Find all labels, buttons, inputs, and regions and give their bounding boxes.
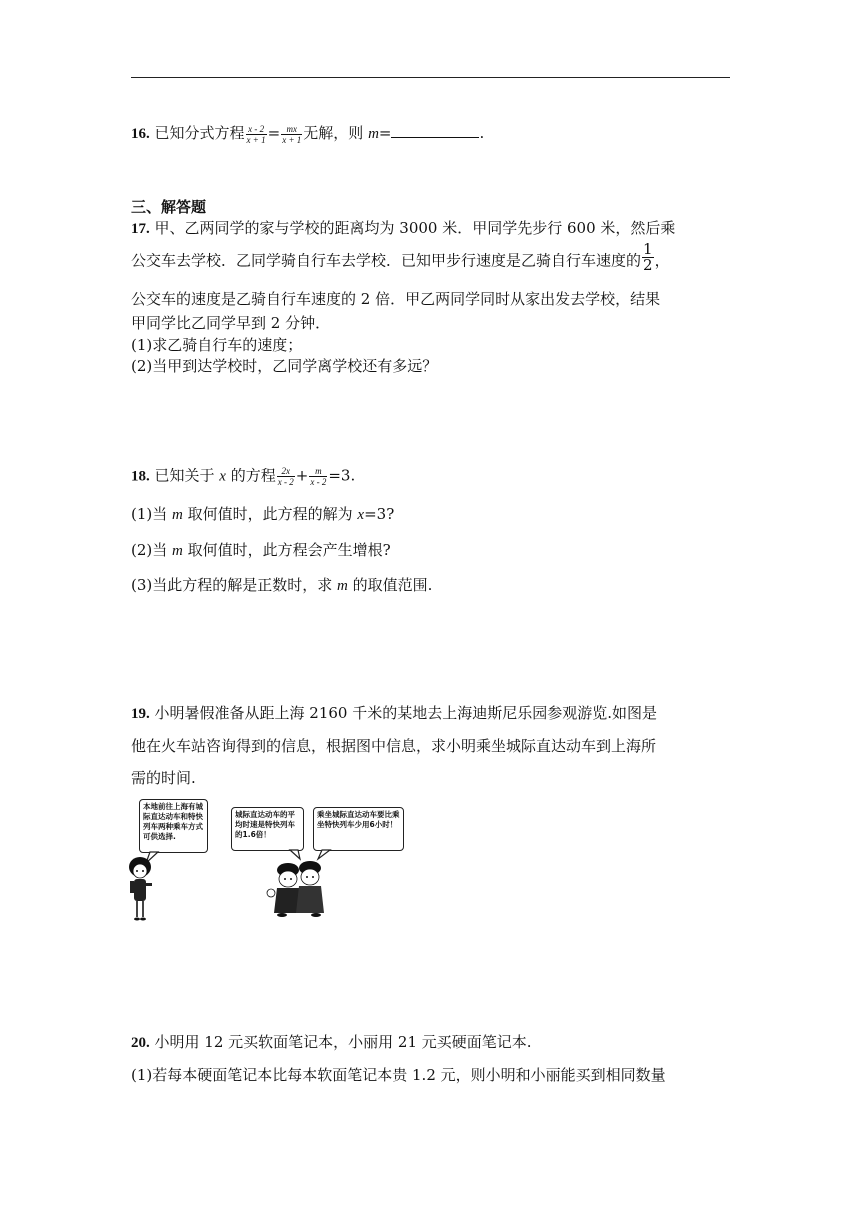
question-17-line-2: 公交车去学校．乙同学骑自行车去学校．已知甲步行速度是乙骑自行车速度的 $\frac{1}{2}$ ，	[131, 240, 670, 274]
question-18-sub-1: (1)当 m 取何值时，此方程的解为 x=3?	[131, 505, 395, 523]
answer-blank	[391, 123, 479, 138]
question-16: 16. 已知分式方程 $\frac{x - 2}{x + 1}$ = $\frac{mx}{x + 1}$ 无解，则 m= .	[131, 123, 485, 145]
speech-bubble-2: 城际直达动车的平均时速是特快列车的1.6倍！	[231, 807, 304, 851]
question-number: 16.	[131, 126, 150, 142]
attendant-figure	[129, 857, 152, 921]
question-18-sub-2: (2)当 m 取何值时，此方程会产生增根?	[131, 541, 391, 559]
question-19-line-3: 需的时间.	[131, 769, 196, 787]
fraction-2: $\frac{m}{x - 2}$	[310, 466, 327, 487]
question-17-line-4: 甲同学比乙同学早到 2 分钟．	[131, 314, 331, 332]
question-17-sub-2: (2)当甲到达学校时，乙同学离学校还有多远？	[131, 357, 438, 375]
question-text: 已知分式方程	[154, 124, 245, 142]
question-number: 18.	[131, 468, 150, 485]
question-number: 19.	[131, 706, 150, 722]
speech-bubble-3: 乘坐城际直达动车要比乘坐特快列车少用6小时！	[313, 807, 404, 851]
speech-bubble-1: 本地前往上海有城际直达动车和特快列车两种乘车方式可供选择.	[139, 799, 208, 853]
fraction-2: $\frac{mx}{x + 1}$	[282, 123, 302, 145]
question-number: 20.	[131, 1035, 150, 1051]
question-17-sub-1: (1)求乙骑自行车的速度；	[131, 336, 303, 354]
question-20-sub-1: (1)若每本硬面笔记本比每本软面笔记本贵 1.2 元，则小明和小丽能买到相同数量	[131, 1066, 666, 1084]
question-17-line-3: 公交车的速度是乙骑自行车速度的 2 倍．甲乙两同学同时从家出发去学校，结果	[131, 290, 661, 308]
fraction-half: $\frac{1}{2}$	[643, 240, 653, 274]
question-17-line-1: 17. 甲、乙两同学的家与学校的距离均为 3000 米．甲同学先步行 600 米，然后乘	[131, 219, 676, 237]
fraction-1: $\frac{2x}{x - 2}$	[277, 466, 294, 487]
question-18: 18. 已知关于 x 的方程 $\frac{2x}{x - 2}$ + $\frac{m}{x - 2}$ =3.	[131, 466, 356, 487]
question-18-sub-3: (3)当此方程的解是正数时，求 m 的取值范围.	[131, 576, 433, 594]
question-number: 17.	[131, 221, 150, 237]
fraction-1: $\frac{x - 2}{x + 1}$	[246, 123, 266, 145]
header-rule	[131, 77, 730, 78]
train-station-illustration	[128, 795, 408, 925]
question-19-line-2: 他在火车站咨询得到的信息，根据图中信息，求小明乘坐城际直达动车到上海所	[131, 737, 657, 755]
question-19-line-1: 19. 小明暑假准备从距上海 2160 千米的某地去上海迪斯尼乐园参观游览.如图是	[131, 704, 657, 722]
section-heading: 三、解答题	[131, 198, 207, 216]
officers-figure	[267, 861, 324, 917]
question-20-line-1: 20. 小明用 12 元买软面笔记本，小丽用 21 元买硬面笔记本.	[131, 1033, 532, 1051]
